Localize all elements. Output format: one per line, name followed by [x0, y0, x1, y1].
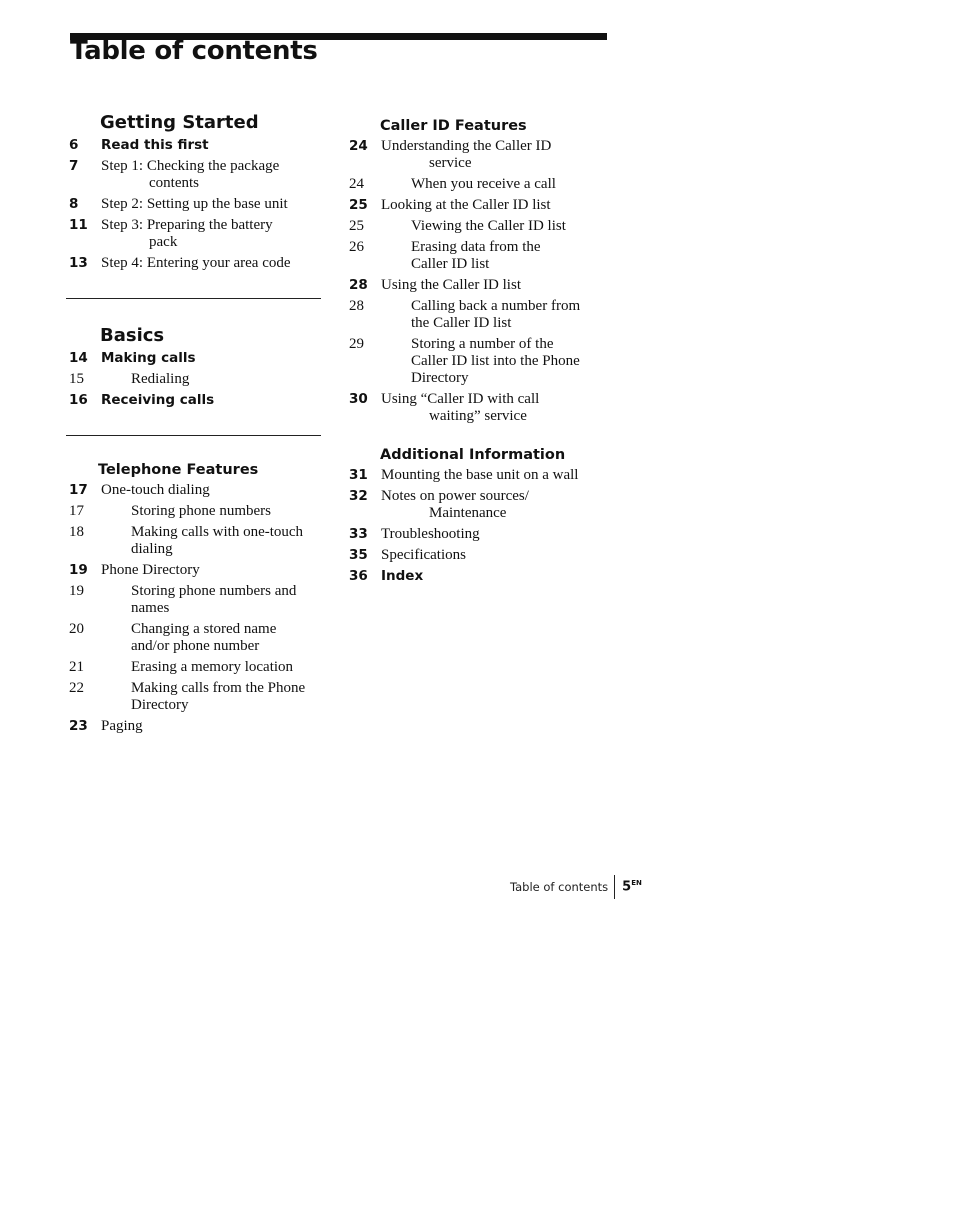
- toc-page-number: 17: [69, 503, 84, 519]
- toc-entry-title: Making calls with one-touch: [131, 524, 304, 540]
- toc-entry-continuation: the Caller ID list: [411, 315, 512, 331]
- toc-entry[interactable]: [66, 137, 328, 154]
- toc-entry[interactable]: [346, 467, 608, 484]
- toc-entry-text: [379, 488, 608, 522]
- toc-entry[interactable]: [66, 659, 328, 676]
- toc-entry-title: One-touch dialing: [101, 482, 210, 498]
- toc-entry[interactable]: [66, 524, 328, 558]
- toc-section: [66, 462, 328, 735]
- toc-page-number: 18: [69, 524, 84, 540]
- page-footer: [510, 876, 642, 898]
- toc-entry[interactable]: [66, 621, 328, 655]
- toc-entry-text: [99, 196, 328, 213]
- toc-page-number: 6: [69, 137, 79, 153]
- toc-entry[interactable]: [66, 718, 328, 735]
- toc-entry-text: [379, 277, 608, 294]
- toc-entry[interactable]: [66, 371, 328, 388]
- toc-page-number: 28: [349, 277, 368, 293]
- toc-entry-text: [379, 239, 608, 273]
- toc-entry[interactable]: [346, 526, 608, 543]
- toc-entry-title: Step 4: Entering your area code: [101, 255, 291, 271]
- toc-entry-text: [99, 524, 328, 558]
- toc-entry[interactable]: [66, 503, 328, 520]
- footer-divider: [614, 875, 615, 899]
- toc-entry-continuation: Directory: [411, 370, 469, 386]
- toc-entry-title: Step 3: Preparing the battery: [101, 217, 273, 233]
- toc-entry-title: Index: [381, 568, 424, 584]
- toc-page-number: 14: [69, 350, 88, 366]
- toc-entry-continuation: Caller ID list: [411, 256, 490, 272]
- toc-page-number: 31: [349, 467, 368, 483]
- section-heading: Getting Started: [100, 112, 259, 133]
- toc-entry-text: [379, 391, 608, 425]
- toc-column-left: [66, 112, 328, 739]
- toc-page-number: 21: [69, 659, 84, 675]
- toc-entry-title: When you receive a call: [411, 176, 556, 192]
- toc-entry-title: Specifications: [381, 547, 466, 563]
- toc-entry-text: [99, 503, 328, 520]
- toc-entry-text: [379, 218, 608, 235]
- toc-entry-text: [99, 583, 328, 617]
- toc-entry-text: [99, 482, 328, 499]
- toc-entry-title: Looking at the Caller ID list: [381, 197, 551, 213]
- toc-entry-text: [99, 680, 328, 714]
- toc-entry-title: Understanding the Caller ID: [381, 138, 552, 154]
- toc-page-number: 24: [349, 138, 368, 154]
- toc-entry-title: Using the Caller ID list: [381, 277, 521, 293]
- toc-page-number: 20: [69, 621, 84, 637]
- toc-entry-text: [379, 336, 608, 387]
- toc-entry-title: Erasing data from the: [411, 239, 541, 255]
- toc-entry-title: Making calls: [101, 350, 196, 366]
- toc-entry[interactable]: [346, 336, 608, 387]
- toc-entry-text: [99, 350, 328, 367]
- toc-entry-title: Storing a number of the: [411, 336, 554, 352]
- toc-entry-continuation: Caller ID list into the Phone: [411, 353, 580, 369]
- toc-entry-continuation: pack: [149, 234, 178, 250]
- toc-entry-text: [99, 659, 328, 676]
- toc-section: [66, 112, 328, 272]
- toc-section: [346, 447, 608, 585]
- toc-page-number: 29: [349, 336, 364, 352]
- page-suffix: EN: [631, 879, 642, 888]
- toc-entry-text: [99, 562, 328, 579]
- section-heading: Basics: [100, 325, 165, 346]
- toc-section: [346, 118, 608, 425]
- toc-entry-title: Making calls from the Phone: [131, 680, 306, 696]
- toc-entry[interactable]: [66, 392, 328, 409]
- toc-entry-text: [99, 621, 328, 655]
- toc-page-number: 22: [69, 680, 84, 696]
- toc-entry-text: [99, 217, 328, 251]
- toc-entry[interactable]: [346, 277, 608, 294]
- toc-entry-continuation: names: [131, 600, 170, 616]
- toc-page-number: 32: [349, 488, 368, 504]
- toc-entry-title: Read this first: [101, 137, 209, 153]
- toc-entry-title: Redialing: [131, 371, 190, 387]
- toc-entry-text: [99, 718, 328, 735]
- toc-page-number: 7: [69, 158, 79, 174]
- toc-page-number: 35: [349, 547, 368, 563]
- toc-entry-title: Mounting the base unit on a wall: [381, 467, 579, 483]
- toc-page-number: 8: [69, 196, 79, 212]
- toc-entry-title: Step 2: Setting up the base unit: [101, 196, 288, 212]
- toc-entry[interactable]: [346, 547, 608, 564]
- toc-entry[interactable]: [346, 488, 608, 522]
- toc-entry-title: Storing phone numbers: [131, 503, 271, 519]
- toc-page-number: 13: [69, 255, 88, 271]
- toc-page-number: 17: [69, 482, 88, 498]
- section-divider: [66, 298, 321, 299]
- toc-entry[interactable]: [346, 197, 608, 214]
- toc-entry-title: Phone Directory: [101, 562, 200, 578]
- toc-page-number: 16: [69, 392, 88, 408]
- toc-entry-text: [99, 158, 328, 192]
- toc-entry-title: Notes on power sources/: [381, 488, 529, 504]
- toc-entry[interactable]: [66, 196, 328, 213]
- page-title: Table of contents: [70, 36, 318, 66]
- toc-entry-continuation: dialing: [131, 541, 173, 557]
- toc-page-number: 30: [349, 391, 368, 407]
- toc-entry[interactable]: [346, 138, 608, 172]
- toc-entry-text: [99, 371, 328, 388]
- toc-entry-text: [379, 526, 608, 543]
- toc-entry[interactable]: [66, 583, 328, 617]
- toc-entry[interactable]: [66, 680, 328, 714]
- toc-entry-text: [379, 138, 608, 172]
- toc-entry[interactable]: [346, 176, 608, 193]
- toc-entry-title: Using “Caller ID with call: [381, 391, 540, 407]
- page-number-value: 5: [622, 879, 632, 895]
- toc-entry-title: Calling back a number from: [411, 298, 581, 314]
- section-divider: [66, 435, 321, 436]
- toc-entry-text: [379, 467, 608, 484]
- toc-entry[interactable]: [346, 568, 608, 585]
- toc-entry[interactable]: [66, 562, 328, 579]
- toc-page-number: 25: [349, 197, 368, 213]
- toc-entry-title: Receiving calls: [101, 392, 215, 408]
- toc-entry[interactable]: [66, 158, 328, 192]
- toc-entry-text: [379, 568, 608, 585]
- toc-section: [66, 325, 328, 409]
- toc-page-number: 33: [349, 526, 368, 542]
- toc-entry-title: Changing a stored name: [131, 621, 277, 637]
- section-heading: Telephone Features: [98, 462, 259, 478]
- toc-page-number: 25: [349, 218, 364, 234]
- toc-entry-title: Viewing the Caller ID list: [411, 218, 566, 234]
- toc-entry-text: [99, 392, 328, 409]
- toc-entry[interactable]: [66, 217, 328, 251]
- toc-entry-text: [379, 197, 608, 214]
- toc-entry-text: [99, 255, 328, 272]
- toc-column-right: [346, 118, 608, 589]
- toc-entry-continuation: service: [429, 155, 472, 171]
- toc-entry-title: Step 1: Checking the package: [101, 158, 280, 174]
- toc-page-number: 19: [69, 562, 88, 578]
- section-heading: Caller ID Features: [380, 118, 527, 134]
- toc-page-number: 36: [349, 568, 368, 584]
- toc-page-number: 23: [69, 718, 88, 734]
- toc-entry[interactable]: [346, 298, 608, 332]
- toc-page-number: 26: [349, 239, 364, 255]
- toc-entry[interactable]: [346, 239, 608, 273]
- toc-page-number: 28: [349, 298, 364, 314]
- toc-entry-continuation: Maintenance: [429, 505, 507, 521]
- toc-page-number: 24: [349, 176, 364, 192]
- toc-entry-continuation: Directory: [131, 697, 189, 713]
- toc-entry-text: [99, 137, 328, 154]
- toc-entry-text: [379, 547, 608, 564]
- toc-entry[interactable]: [66, 350, 328, 367]
- toc-entry-title: Paging: [101, 718, 143, 734]
- toc-entry-text: [379, 176, 608, 193]
- toc-entry[interactable]: [346, 218, 608, 235]
- toc-entry[interactable]: [346, 391, 608, 425]
- toc-page-number: 15: [69, 371, 84, 387]
- toc-page-number: 11: [69, 217, 88, 233]
- toc-entry[interactable]: [66, 255, 328, 272]
- toc-entry-continuation: contents: [149, 175, 199, 191]
- footer-label: Table of contents: [510, 880, 609, 894]
- toc-page-number: 19: [69, 583, 84, 599]
- page-number: [622, 879, 642, 894]
- section-heading: Additional Information: [380, 447, 566, 463]
- toc-entry-continuation: and/or phone number: [131, 638, 260, 654]
- toc-entry-text: [379, 298, 608, 332]
- toc-entry[interactable]: [66, 482, 328, 499]
- toc-entry-title: Erasing a memory location: [131, 659, 294, 675]
- toc-entry-continuation: waiting” service: [429, 408, 527, 424]
- toc-entry-title: Storing phone numbers and: [131, 583, 297, 599]
- toc-entry-title: Troubleshooting: [381, 526, 480, 542]
